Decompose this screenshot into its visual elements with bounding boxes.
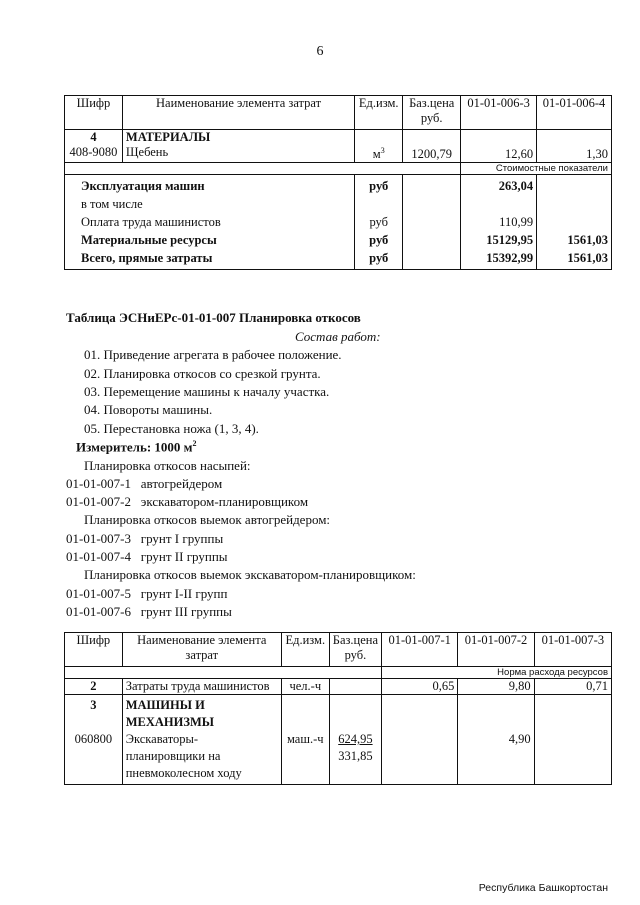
cost-row-label: Оплата труда машинистов xyxy=(81,215,221,229)
unit: м xyxy=(372,147,381,161)
table-row xyxy=(65,695,612,785)
header-cell: Баз.цена руб. xyxy=(329,633,381,667)
meter-label: Измеритель: 1000 $м^2$ xyxy=(76,439,197,455)
cost-row-unit: руб xyxy=(369,251,389,265)
value-cell: 0,71 xyxy=(534,679,611,695)
section-title: МЕХАНИЗМЫ xyxy=(125,715,215,729)
group-item: 01-01-007-5 грунт I-II групп xyxy=(66,586,228,601)
page-number: 6 xyxy=(316,44,324,59)
cost-row-value: 110,99 xyxy=(499,215,534,229)
table-row xyxy=(65,130,612,163)
cost-row-label: в том числе xyxy=(81,197,143,211)
group-title: Планировка откосов выемок экскаватором-планировщиком: xyxy=(84,567,416,582)
header-cell: Наименование элемента затрат xyxy=(122,96,354,130)
header-cell: Баз.цена руб. xyxy=(403,96,461,130)
section-title: МАТЕРИАЛЫ xyxy=(125,130,211,144)
footer-region: Республика Башкортостан xyxy=(478,882,608,894)
base-price: 1200,79 xyxy=(403,130,461,163)
cost-row-value: 15392,99 xyxy=(486,251,534,265)
work-item: 01. Приведение агрегата в рабочее положение. xyxy=(84,347,342,362)
work-composition-label: Состав работ: xyxy=(295,329,381,344)
cost-row-value: 1561,03 xyxy=(567,233,608,247)
value-cell: 1,30 xyxy=(537,130,612,163)
header-cell: Шифр xyxy=(65,633,123,667)
header-cell: 01-01-007-1 xyxy=(382,633,458,667)
table-row xyxy=(65,175,612,270)
header-cell: Наименование элемента затрат xyxy=(122,633,281,667)
resource-table-007 xyxy=(64,632,612,785)
row-number: 2 xyxy=(65,679,123,695)
value-cell: 9,80 xyxy=(458,679,534,695)
work-item: 02. Планировка откосов со срезкой грунта. xyxy=(84,366,321,381)
header-cell: Ед.изм. xyxy=(355,96,403,130)
cost-row-label: Всего, прямые затраты xyxy=(81,251,213,265)
group-item: 01-01-007-4 грунт II группы xyxy=(66,549,228,564)
group-item: 01-01-007-2 экскаватором-планировщиком xyxy=(66,494,309,509)
resource-name: пневмоколесном ходу xyxy=(125,766,242,780)
cost-row-label: Эксплуатация машин xyxy=(81,179,205,193)
base-price: 624,95 xyxy=(338,732,373,746)
resource-code: 060800 xyxy=(74,732,113,746)
header-cell: Ед.изм. xyxy=(281,633,329,667)
section-number: 3 xyxy=(90,698,97,712)
header-cell: Шифр xyxy=(65,96,123,130)
cost-row-unit: руб xyxy=(369,179,389,193)
row-unit: маш.-ч xyxy=(286,732,324,746)
cost-row-value: 15129,95 xyxy=(486,233,534,247)
cost-row-unit: руб xyxy=(369,233,389,247)
header-cell: 01-01-006-4 xyxy=(537,96,612,130)
cost-row-unit: руб xyxy=(369,215,388,229)
work-item: 03. Перемещение машины к началу участка. xyxy=(84,384,330,399)
unit-superscript: 3 xyxy=(380,145,385,155)
group-title: Планировка откосов выемок автогрейдером: xyxy=(84,512,331,527)
group-item: 01-01-007-6 грунт III группы xyxy=(66,604,232,619)
resource-name: Экскаваторы- xyxy=(125,732,199,746)
table-header-row xyxy=(65,96,612,130)
group-title: Планировка откосов насыпей: xyxy=(84,458,251,473)
cost-row-label: Материальные ресурсы xyxy=(81,233,217,247)
cost-row-value: 1561,03 xyxy=(567,251,608,265)
value-cell: 12,60 xyxy=(461,130,537,163)
row-name: Затраты труда машинистов xyxy=(122,679,281,695)
subheader-label: Норма расхода ресурсов xyxy=(382,667,612,679)
table-row xyxy=(65,679,612,695)
work-item: 05. Перестановка ножа (1, 3, 4). xyxy=(84,421,259,436)
work-item: 04. Повороты машины. xyxy=(84,402,213,417)
section-title: МАШИНЫ И xyxy=(125,698,205,712)
base-price: 331,85 xyxy=(338,749,373,763)
table-header-row xyxy=(65,633,612,667)
group-item: 01-01-007-3 грунт I группы xyxy=(66,531,224,546)
section-number: 4 xyxy=(90,130,97,144)
resource-name: Щебень xyxy=(125,145,169,159)
row-unit: чел.-ч xyxy=(281,679,329,695)
subheader-label: Стоимостные показатели xyxy=(461,163,612,175)
header-cell: 01-01-007-3 xyxy=(534,633,611,667)
header-cell: 01-01-007-2 xyxy=(458,633,534,667)
value-cell: 4,90 xyxy=(508,732,531,746)
resource-code: 408-9080 xyxy=(69,145,118,159)
cost-table-006 xyxy=(64,95,612,270)
table-title: Таблица ЭСНиЕРс-01-01-007 Планировка откосов xyxy=(66,310,361,325)
value-cell: 0,65 xyxy=(382,679,458,695)
header-cell: 01-01-006-3 xyxy=(461,96,537,130)
group-item: 01-01-007-1 автогрейдером xyxy=(66,476,223,491)
resource-name: планировщики на xyxy=(125,749,221,763)
cost-row-value: 263,04 xyxy=(498,179,534,193)
row-price xyxy=(329,679,381,695)
